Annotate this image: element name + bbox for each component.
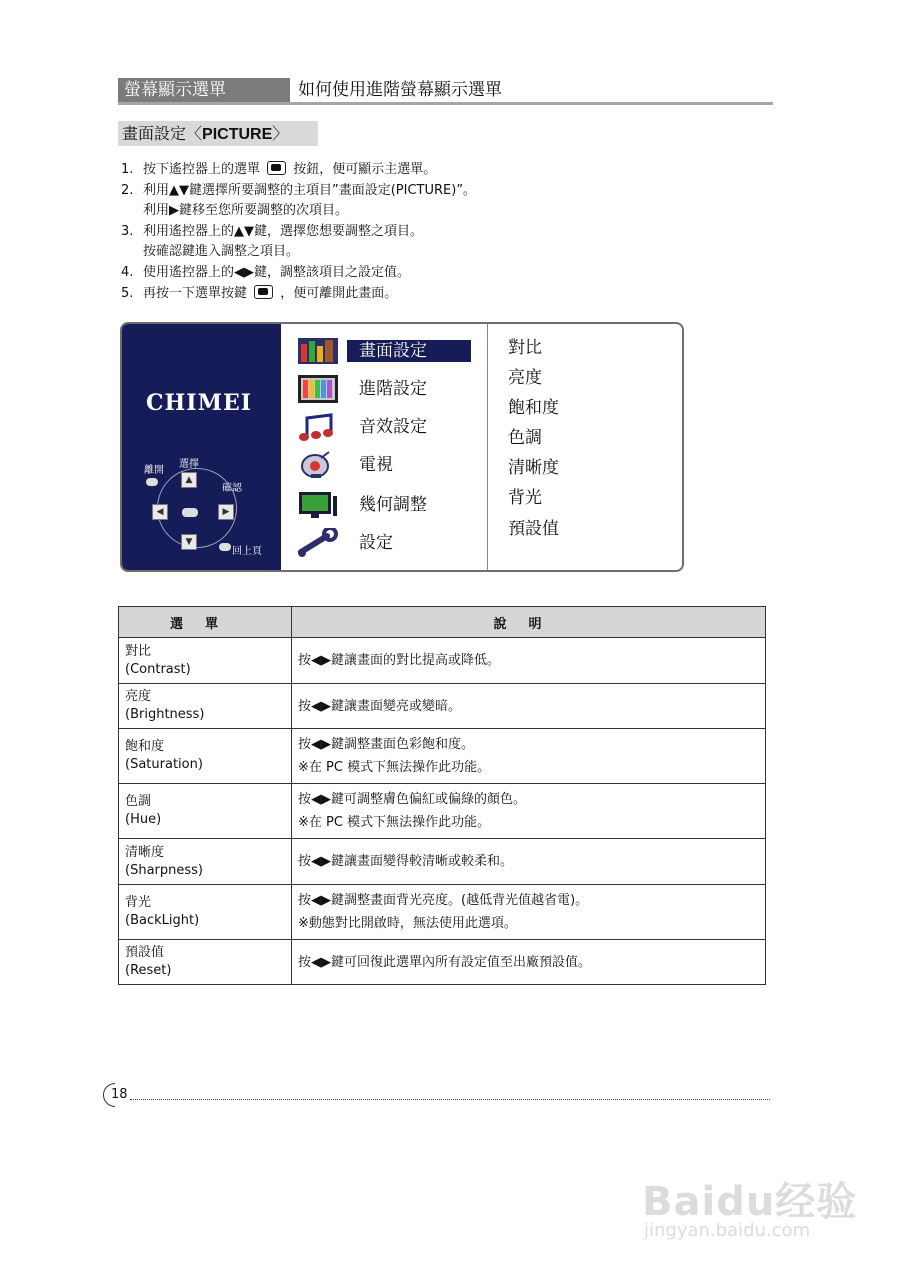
step-number: 4. bbox=[121, 265, 134, 280]
step-number: 1. bbox=[121, 162, 134, 177]
step-3 bbox=[121, 222, 741, 262]
table-cell-description: 按◀▶鍵讓畫面變亮或變暗。 bbox=[292, 684, 766, 729]
instruction-steps bbox=[121, 160, 741, 305]
osd-menu-item-label: 進階設定 bbox=[359, 379, 427, 399]
osd-menu-illustration bbox=[120, 322, 684, 572]
osd-menu-item-advanced[interactable] bbox=[297, 374, 477, 404]
table-header-description: 說明 bbox=[292, 607, 766, 638]
picture-icon bbox=[297, 336, 339, 366]
table-cell-option: 飽和度 (Saturation) bbox=[119, 729, 292, 784]
osd-sub-menu bbox=[490, 324, 680, 570]
osd-menu-item-label: 畫面設定 bbox=[347, 340, 471, 362]
page-header bbox=[118, 78, 773, 105]
table-cell-option: 亮度 (Brightness) bbox=[119, 684, 292, 729]
select-label: 選擇 bbox=[179, 459, 199, 470]
osd-main-menu bbox=[281, 324, 488, 570]
table-cell-option: 清晰度 (Sharpness) bbox=[119, 839, 292, 885]
back-key-icon bbox=[219, 543, 231, 551]
step-text: 再按一下選單按鍵 bbox=[143, 286, 248, 301]
wrench-icon bbox=[297, 528, 339, 558]
table-row bbox=[119, 885, 766, 940]
table-cell-description: 按◀▶鍵可回復此選單內所有設定值至出廠預設值。 bbox=[292, 940, 766, 985]
osd-menu-item-settings[interactable] bbox=[297, 528, 477, 558]
table-row bbox=[119, 638, 766, 684]
header-rule bbox=[118, 102, 773, 105]
monitor-icon bbox=[297, 490, 339, 520]
header-section-label: 螢幕顯示選單 bbox=[118, 78, 290, 102]
footer-dotted-rule bbox=[130, 1099, 770, 1100]
osd-control-panel bbox=[122, 324, 281, 570]
step-number: 3. bbox=[121, 224, 134, 239]
music-notes-icon bbox=[297, 412, 339, 442]
section-title-cn: 畫面設定〈 bbox=[122, 124, 203, 143]
osd-menu-item-label: 電視 bbox=[359, 455, 393, 475]
step-1 bbox=[121, 160, 741, 180]
enter-key-icon bbox=[182, 508, 198, 517]
osd-sub-item[interactable]: 亮度 bbox=[508, 368, 542, 388]
table-cell-option: 預設值 (Reset) bbox=[119, 940, 292, 985]
right-key-icon: ▶ bbox=[218, 504, 234, 520]
watermark-logo: Baidu经验 bbox=[642, 1179, 858, 1225]
menu-button-icon bbox=[267, 161, 286, 175]
back-label: 回上頁 bbox=[232, 546, 262, 557]
exit-label: 離開 bbox=[144, 465, 164, 476]
baidu-watermark bbox=[640, 1150, 860, 1250]
step-5 bbox=[121, 284, 741, 304]
osd-menu-item-geometry[interactable] bbox=[297, 490, 477, 520]
table-row bbox=[119, 784, 766, 839]
step-2 bbox=[121, 181, 741, 221]
table-cell-option: 色調 (Hue) bbox=[119, 784, 292, 839]
step-text: 按下遙控器上的選單 bbox=[143, 162, 261, 177]
table-header-menu: 選單 bbox=[119, 607, 292, 638]
osd-menu-item-label: 設定 bbox=[359, 533, 393, 553]
confirm-label: 確認 bbox=[222, 483, 242, 494]
page-footer bbox=[103, 1083, 773, 1107]
osd-menu-item-picture[interactable] bbox=[297, 336, 477, 366]
advanced-icon bbox=[297, 374, 339, 404]
table-cell-description: 按◀▶鍵讓畫面的對比提高或降低。 bbox=[292, 638, 766, 684]
step-text: 使用遙控器上的◀▶鍵，調整該項目之設定值。 bbox=[143, 265, 410, 280]
picture-settings-table bbox=[118, 606, 766, 985]
osd-sub-item[interactable]: 清晰度 bbox=[508, 458, 559, 478]
table-cell-option: 背光 (BackLight) bbox=[119, 885, 292, 940]
osd-menu-item-label: 音效設定 bbox=[359, 417, 427, 437]
step-number: 2. bbox=[121, 183, 134, 198]
step-text: 利用遙控器上的▲▼鍵，選擇您想要調整之項目。 按確認鍵進入調整之項目。 bbox=[143, 224, 423, 259]
table-cell-description: 按◀▶鍵讓畫面變得較清晰或較柔和。 bbox=[292, 839, 766, 885]
table-cell-description: 按◀▶鍵調整畫面色彩飽和度。 ※在 PC 模式下無法操作此功能。 bbox=[292, 729, 766, 784]
table-cell-option: 對比 (Contrast) bbox=[119, 638, 292, 684]
table-row bbox=[119, 839, 766, 885]
osd-sub-item[interactable]: 對比 bbox=[508, 338, 542, 358]
menu-button-icon bbox=[254, 285, 273, 299]
osd-menu-item-label: 幾何調整 bbox=[359, 495, 427, 515]
step-4 bbox=[121, 263, 741, 283]
watermark-url: jingyan.baidu.com bbox=[644, 1220, 811, 1241]
down-key-icon: ▼ bbox=[181, 534, 197, 550]
step-text: ，便可離開此畫面。 bbox=[280, 286, 398, 301]
table-row bbox=[119, 684, 766, 729]
osd-sub-item[interactable]: 預設值 bbox=[508, 519, 559, 539]
osd-menu-item-audio[interactable] bbox=[297, 412, 477, 442]
page-number: 18 bbox=[111, 1087, 128, 1102]
chimei-logo: CHIMEI bbox=[146, 390, 252, 416]
osd-sub-item[interactable]: 色調 bbox=[508, 428, 542, 448]
section-title-en: PICTURE bbox=[202, 126, 273, 143]
section-title-close: 〉 bbox=[272, 124, 289, 143]
step-text: 按鈕，便可顯示主選單。 bbox=[293, 162, 437, 177]
step-number: 5. bbox=[121, 286, 134, 301]
table-cell-description: 按◀▶鍵可調整膚色偏紅或偏綠的顏色。 ※在 PC 模式下無法操作此功能。 bbox=[292, 784, 766, 839]
left-key-icon: ◀ bbox=[152, 504, 168, 520]
up-key-icon: ▲ bbox=[181, 472, 197, 488]
table-cell-description: 按◀▶鍵調整畫面背光亮度。(越低背光值越省電)。 ※動態對比開啟時，無法使用此選項。 bbox=[292, 885, 766, 940]
osd-menu-item-tv[interactable] bbox=[297, 450, 477, 480]
step-text: 利用▲▼鍵選擇所要調整的主項目”畫面設定(PICTURE)”。 利用▶鍵移至您所要調整的次項目。 bbox=[143, 183, 477, 218]
table-row bbox=[119, 940, 766, 985]
header-title: 如何使用進階螢幕顯示選單 bbox=[298, 80, 502, 100]
section-title bbox=[118, 121, 318, 146]
table-row bbox=[119, 729, 766, 784]
exit-key-icon bbox=[146, 478, 158, 486]
table-header-row bbox=[119, 607, 766, 638]
osd-sub-item[interactable]: 背光 bbox=[508, 488, 542, 508]
tv-satellite-icon bbox=[297, 450, 339, 480]
osd-sub-item[interactable]: 飽和度 bbox=[508, 398, 559, 418]
